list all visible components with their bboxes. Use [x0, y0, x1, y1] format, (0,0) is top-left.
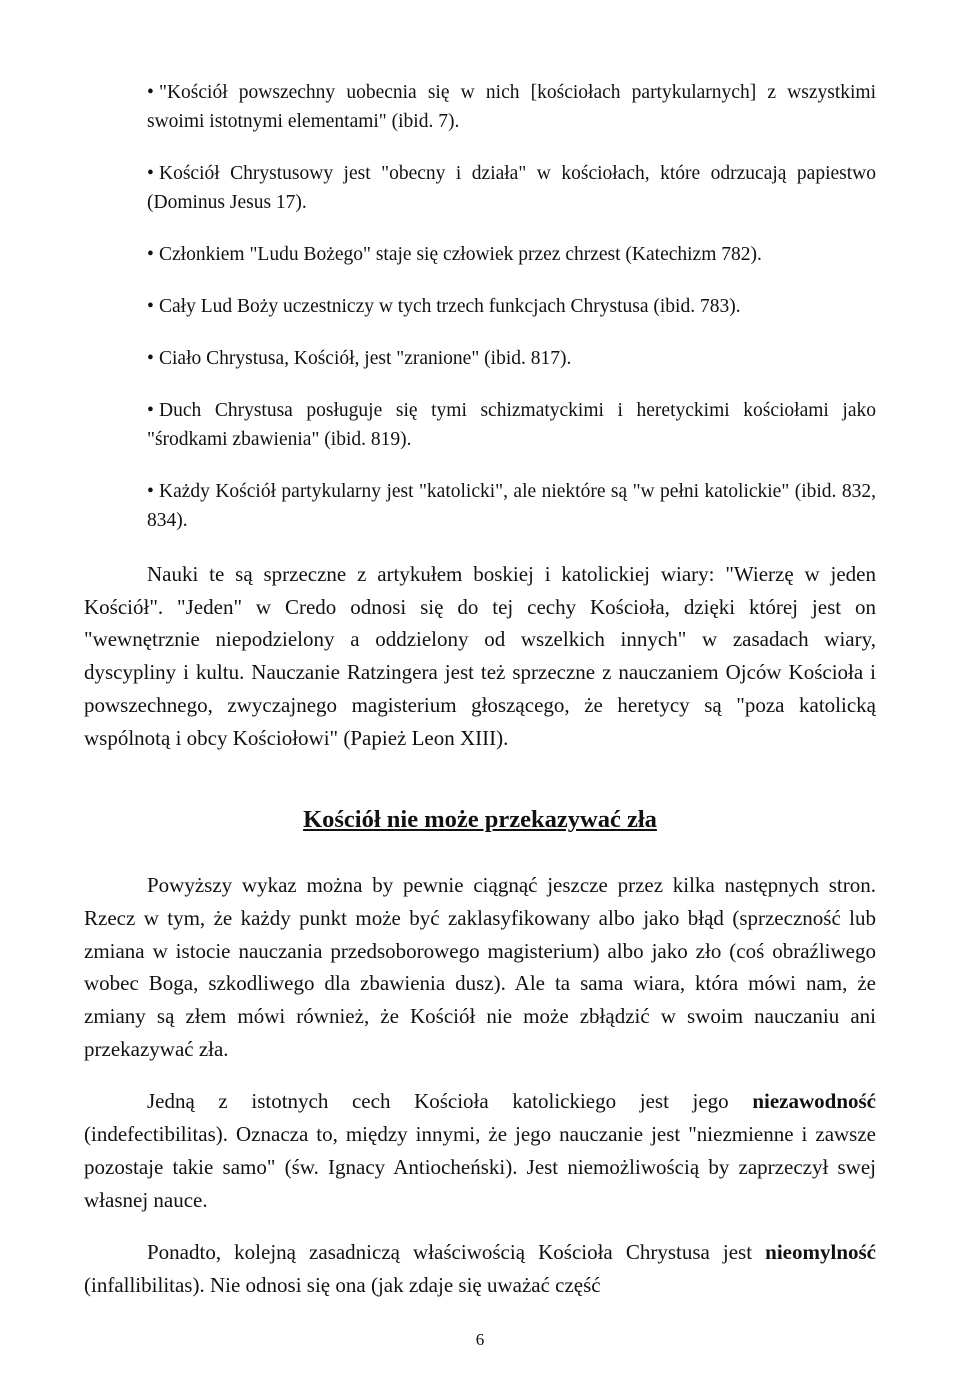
document-page [84, 78, 876, 1302]
bullet-icon: • [147, 481, 154, 502]
list-item: • Duch Chrystusa posługuje się tymi schizmatyckimi i heretyckimi kościołami jako "środkami zbawienia" (ibid. 819). [147, 396, 876, 454]
bullet-icon: • [147, 163, 154, 184]
page-number: 6 [475, 1330, 485, 1349]
section-heading: Kościół nie może przekazywać zła [303, 806, 657, 834]
list-item: • "Kościół powszechny uobecnia się w nich [kościołach partykularnych] z wszystkimi swoimi istotnymi elementami" (ibid. 7). [147, 78, 876, 136]
bold-term-niezawodnosc: niezawodność [752, 1089, 876, 1114]
bullet-icon: • [147, 296, 154, 317]
list-item: • Cały Lud Boży uczestniczy w tych trzech funkcjach Chrystusa (ibid. 783). [147, 292, 876, 321]
list-item: • Każdy Kościół partykularny jest "katolicki", ale niektóre są "w pełni katolickie" (ibid. 832, 834). [147, 477, 876, 535]
paragraph-niezawodnosc: Jedną z istotnych cech Kościoła katolickiego jest jego niezawodność (indefectibilitas). Oznacza to, między innymi, że jego nauczanie jest "niezmienne i zawsze pozostaje takie samo" (św. Ignacy Antiocheński). Jest niemożliwością by zaprzeczył swej własnej nauce. [84, 1089, 876, 1212]
bullet-icon: • [147, 244, 154, 265]
paragraph-wykaz: Powyższy wykaz można by pewnie ciągnąć jeszcze przez kilka następnych stron. Rzecz w tym, że każdy punkt może być zaklasyfikowany albo jako błąd (sprzeczność lub zmiana w istocie nauczania przedsoborowego magisterium) albo jako zło (coś obraźliwego wobec Boga, szkodliwego dla zbawienia dusz). Ale ta sama wiara, która mówi nam, że zmiany są złem mówi również, że Kościół nie może zbłądzić w swoim nauczaniu ani przekazywać zła. [84, 873, 876, 1061]
list-item: • Ciało Chrystusa, Kościół, jest "zranione" (ibid. 817). [147, 344, 876, 373]
paragraph-nauki: Nauki te są sprzeczne z artykułem boskiej i katolickiej wiary: "Wierzę w jeden Kościół". "Jeden" w Credo odnosi się do tej cechy Kościoła, dzięki której jest on "wewnętrznie niepodzielony a oddzielony od wszelkich innych" w zasadach wiary, dyscypliny i kultu. Nauczanie Ratzingera jest też sprzeczne z nauczaniem Ojców Kościoła i powszechnego, zwyczajnego magisterium głoszącego, że heretycy są "poza katolicką wspólnotą i obcy Kościołowi" (Papież Leon XIII). [84, 562, 876, 750]
bullet-icon: • [147, 82, 154, 103]
bold-term-nieomylnosc: nieomylność [765, 1240, 876, 1265]
paragraph-nieomylnosc: Ponadto, kolejną zasadniczą właściwością Kościoła Chrystusa jest nieomylność (infallibilitas). Nie odnosi się ona (jak zdaje się uważać część [84, 1240, 876, 1297]
list-item: • Kościół Chrystusowy jest "obecny i działa" w kościołach, które odrzucają papiestwo (Dominus Jesus 17). [147, 159, 876, 217]
bullet-icon: • [147, 348, 154, 369]
list-item: • Członkiem "Ludu Bożego" staje się człowiek przez chrzest (Katechizm 782). [147, 240, 876, 269]
bullet-icon: • [147, 400, 154, 421]
bullet-list [84, 78, 876, 535]
